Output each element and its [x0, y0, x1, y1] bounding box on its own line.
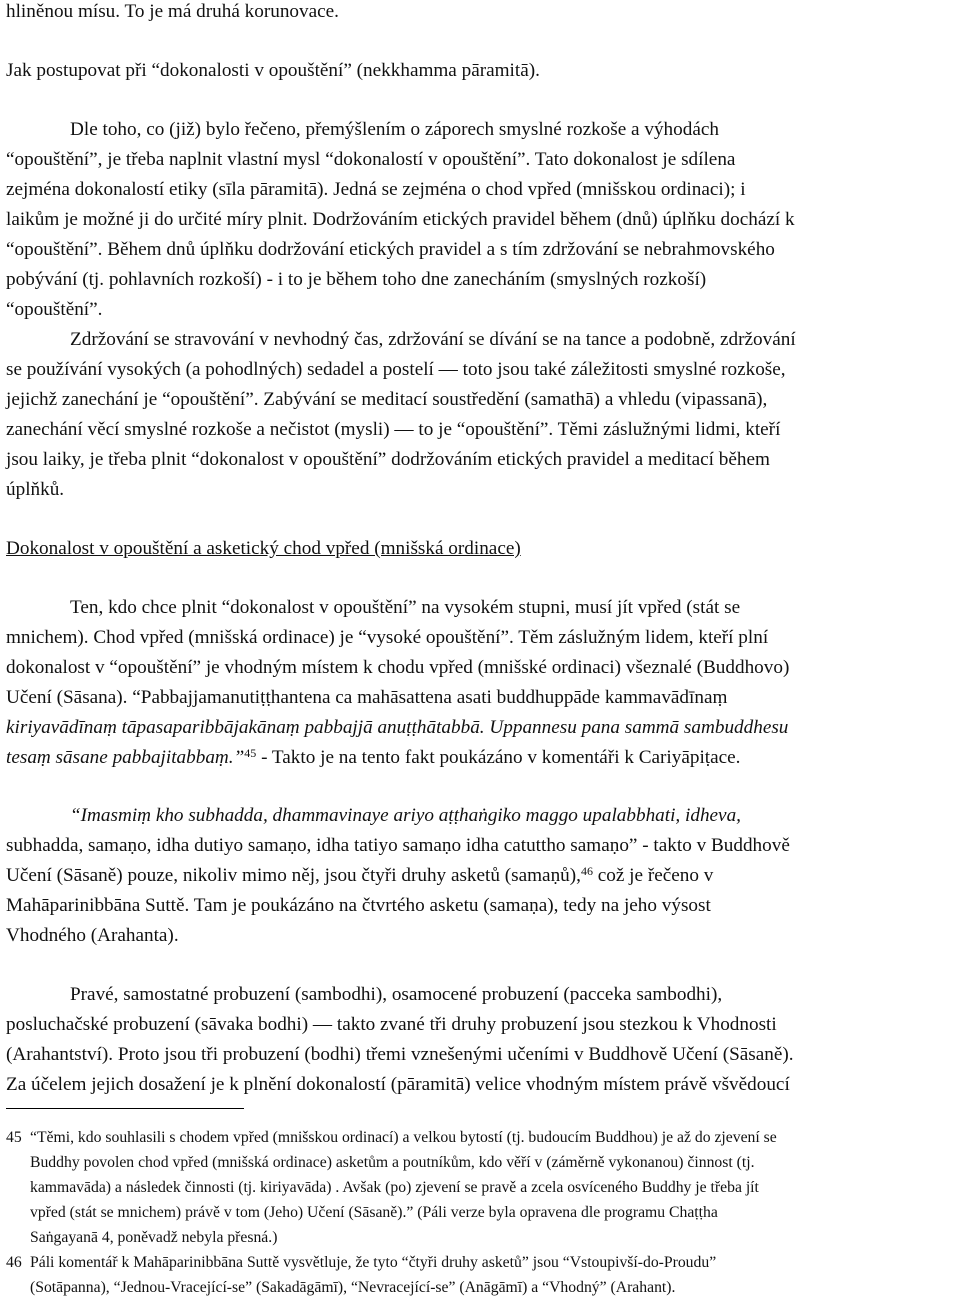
pali-quote: tesaṃ sāsane pabbajitabbaṃ.”: [6, 747, 245, 768]
text-line: hliněnou mísu. To je má druhá korunovace.: [6, 1, 339, 22]
text-line-pali: [70, 806, 741, 825]
text-line: Za účelem jejich dosažení je k plnění dokonalostí (pāramitā) velice vhodným místem právě všvědoucí: [6, 1074, 790, 1095]
footnote-line: vpřed (stát se mnichem) právě v tom (Jeho) Učení (Sāsaně).” (Páli verze byla opravena dle programu Chaṭṭha: [30, 1204, 718, 1221]
text-span: - Takto je na tento fakt poukázáno v komentáři k Cariyāpiṭace.: [256, 747, 741, 768]
text-line: zanechání věcí smyslné rozkoše a nečistot (mysli) — to je “opouštění”. Těmi záslužnými lidmi, kteří: [6, 419, 781, 440]
text-line: Vhodného (Arahanta).: [6, 925, 179, 946]
text-line: “opouštění”.: [6, 299, 103, 320]
text-line: Učení (Sāsana). “Pabbajjamanutiṭṭhantena ca mahāsattena asati buddhuppāde kammavādīnaṃ: [6, 687, 728, 708]
text-line: Dle toho, co (již) bylo řečeno, přemýšlením o záporech smyslné rozkoše a výhodách: [70, 119, 719, 140]
footnote-line: “Těmi, kdo souhlasili s chodem vpřed (mnišskou ordinací) a velkou bytostí (tj. budoucím Buddhou) je až do zjevení se: [30, 1129, 777, 1146]
footnote-line: Páli komentář k Mahāparinibbāna Suttě vysvětluje, že tyto “čtyři druhy asketů” jsou “Vstoupivší-do-Proudu”: [30, 1254, 717, 1271]
footnote-line: Saṅgayanā 4, poněvadž nebyla přesná.): [30, 1229, 278, 1246]
text-line: jsou laiky, je třeba plnit “dokonalost v opouštění” dodržováním etických pravidel a meditací během: [6, 449, 770, 470]
text-span: což je řečeno v: [592, 865, 714, 886]
footnote-number: 45: [6, 1129, 22, 1146]
footnote-line: Buddhy povolen chod vpřed (mnišská ordinace) asketům a poutníkům, kdo věří v (záměrně vykonanou) činnost (tj.: [30, 1154, 755, 1171]
footnote-separator: [6, 1108, 244, 1109]
text-line: [6, 866, 713, 885]
text-line: laikům je možné ji do určité míry plnit. Dodržováním etických pravidel během (dnů) úplňku dochází k: [6, 209, 795, 230]
text-span: Učení (Sāsaně) pouze, nikoliv mimo něj, jsou čtyři druhy asketů (samaṇů),: [6, 865, 581, 886]
text-line: pobývání (tj. pohlavních rozkoší) - i to je během toho dne zanecháním (smyslných rozkoší): [6, 269, 707, 290]
footnote-ref-45[interactable]: 45: [244, 746, 257, 760]
footnote-line: kammavāda) a následek činnosti (tj. kiriyavāda) . Avšak (po) zjevení se pravě a zcela osvíceného Buddhy je třeba jít: [30, 1179, 759, 1196]
text-line: “opouštění”, je třeba naplnit vlastní mysl “dokonalostí v opouštění”. Tato dokonalost je sdílena: [6, 149, 736, 170]
text-line: [6, 748, 740, 767]
text-line: Pravé, samostatné probuzení (sambodhi), osamocené probuzení (pacceka sambodhi),: [70, 984, 723, 1005]
text-line: zejména dokonalostí etiky (sīla pāramitā). Jedná se zejména o chod vpřed (mnišskou ordinaci); i: [6, 179, 746, 200]
pali-quote: “Imasmiṃ kho subhadda, dhammavinaye ariyo aṭṭhaṅgiko maggo upalabbhati, idheva,: [70, 805, 741, 826]
section-heading-nekkhamma: Jak postupovat při “dokonalosti v opouštění” (nekkhamma pāramitā).: [6, 60, 540, 81]
footnote-ref-46[interactable]: 46: [580, 864, 593, 878]
text-line: mnichem). Chod vpřed (mnišská ordinace) je “vysoké opouštění”. Těm záslužným lidem, kteří plní: [6, 627, 769, 648]
text-line: “opouštění”. Během dnů úplňku dodržování etických pravidel a s tím zdržování se nebrahmovského: [6, 239, 775, 260]
text-line-pali: [6, 718, 788, 737]
footnote-number: 46: [6, 1254, 22, 1271]
text-line: se používání vysokých (a pohodlných) sedadel a postelí — toto jsou také záležitosti smyslné rozkoše,: [6, 359, 786, 380]
text-line: Zdržování se stravování v nevhodný čas, zdržování se dívání se na tance a podobně, zdržování: [70, 329, 796, 350]
text-line: dokonalost v “opouštění” je vhodným místem k chodu vpřed (mnišské ordinaci) všeznalé (Buddhovo): [6, 657, 790, 678]
pali-quote: kiriyavādīnaṃ tāpasaparibbājakānaṃ pabbajjā anuṭṭhātabbā. Uppannesu pana sammā sambuddhesu: [6, 717, 789, 738]
text-line: Mahāparinibbāna Suttě. Tam je poukázáno na čtvrtého asketu (samaṇa), tedy na jeho výsost: [6, 895, 711, 916]
text-line: subhadda, samaṇo, idha dutiyo samaṇo, idha tatiyo samaṇo idha catuttho samaṇo” - takto v Buddhově: [6, 835, 790, 856]
text-line: úplňků.: [6, 479, 65, 500]
footnote-line: (Sotāpanna), “Jednou-Vracející-se” (Sakadāgāmī), “Nevracející-se” (Anāgāmī) a “Vhodný” (Arahant).: [30, 1279, 676, 1296]
text-line: Ten, kdo chce plnit “dokonalost v opouštění” na vysokém stupni, musí jít vpřed (stát se: [70, 597, 741, 618]
text-line: posluchačské probuzení (sāvaka bodhi) — takto zvané tři druhy probuzení jsou stezkou k Vhodnosti: [6, 1014, 777, 1035]
text-line: (Arahantství). Proto jsou tři probuzení (bodhi) třemi vznešenými učeními v Buddhově Učení (Sāsaně).: [6, 1044, 794, 1065]
section-heading-ordination: Dokonalost v opouštění a asketický chod vpřed (mnišská ordinace): [6, 538, 521, 559]
text-line: jejichž zanechání je “opouštění”. Zabývání se meditací soustředění (samathā) a vhledu (vipassanā),: [6, 389, 768, 410]
